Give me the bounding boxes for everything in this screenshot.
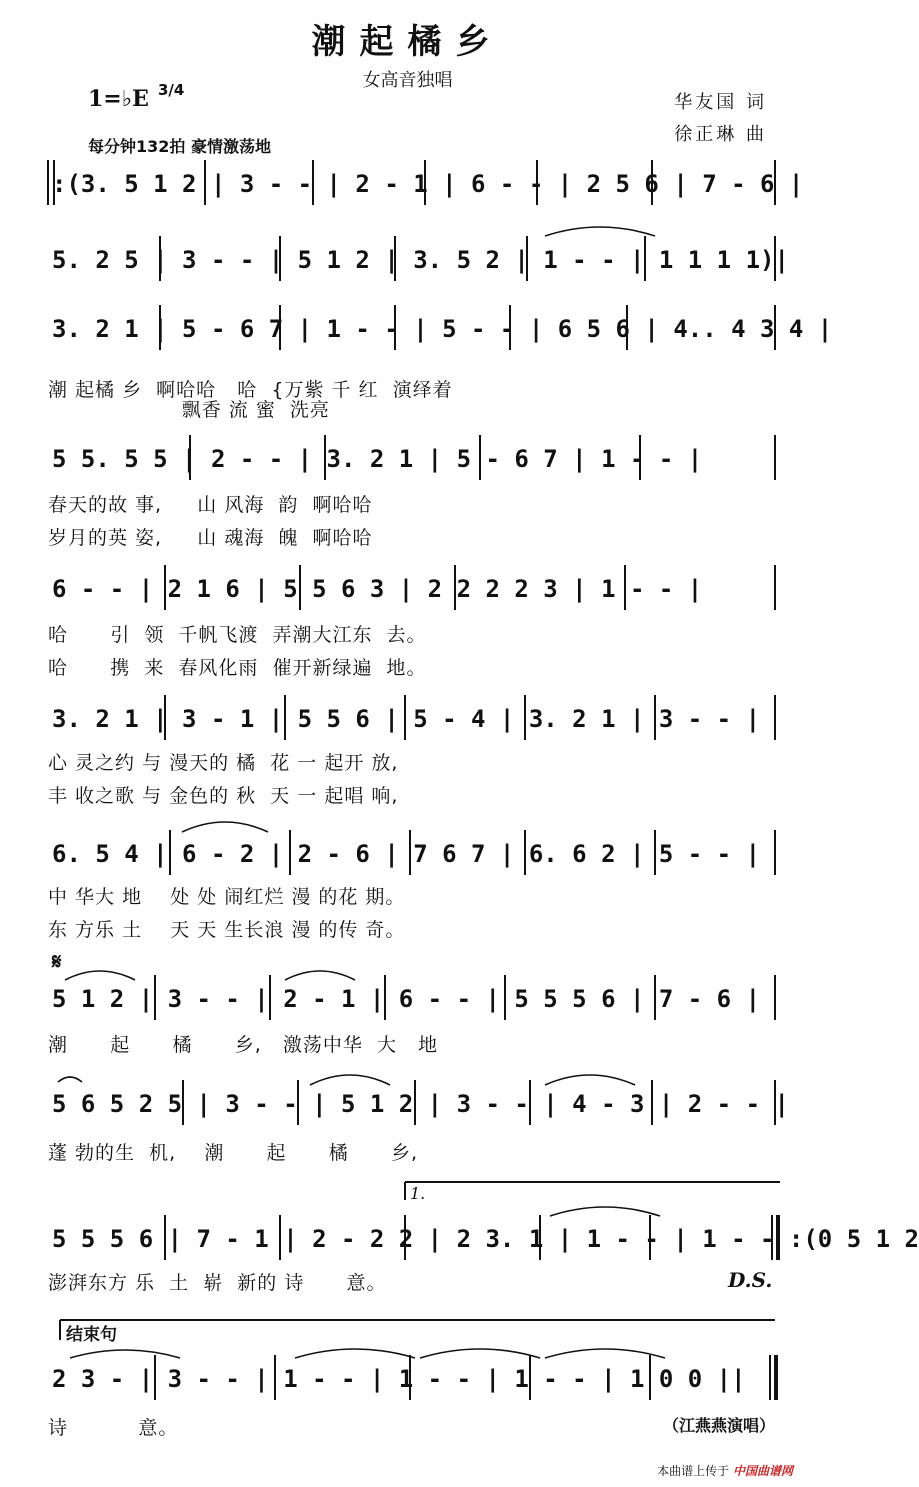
lyric-line-10: 澎湃东方 乐 土 崭 新的 诗 意。: [48, 1272, 387, 1294]
ds-marking: D.S.: [728, 1268, 773, 1292]
ending-label: 结束句: [66, 1325, 117, 1345]
lyric-line-3b: 飘香 流 蜜 洗亮: [48, 399, 330, 421]
volta-label: 1.: [410, 1184, 426, 1203]
notation-line-7: 6. 5 4 | 6 - 2 | 2 - 6 | 7 6 7 | 6. 6 2 | 5 - - |: [52, 840, 761, 868]
notation-line-6: 3. 2 1 | 3 - 1 | 5 5 6 | 5 - 4 | 3. 2 1 | 3 - - |: [52, 705, 761, 733]
site-logo[interactable]: 中国曲谱网: [732, 1464, 793, 1478]
composer-credit: 徐正琳 曲: [674, 124, 767, 145]
key-signature: 1=♭E: [88, 86, 149, 112]
lyric-line-6a: 心 灵之约 与 漫天的 橘 花 一 起开 放,: [48, 752, 399, 774]
time-signature-value: 3/4: [158, 81, 185, 99]
footer-credit: [657, 1462, 793, 1479]
lyric-line-5a: 哈 引 领 千帆飞渡 弄潮大江东 去。: [48, 624, 427, 646]
song-subtitle: 女高音独唱: [362, 70, 453, 91]
notation-line-5: 6 - - | 2 1 6 | 5 5 6 3 | 2 2 2 2 3 | 1 - - |: [52, 575, 703, 603]
lyric-line-4b: 岁月的英 姿, 山 魂海 魄 啊哈哈: [48, 527, 373, 549]
footer-text: 本曲谱上传于: [657, 1464, 730, 1478]
notation-line-11: 2 3 - | 3 - - | 1 - - | 1 - - | 1 - - | 1 0 0 ||: [52, 1365, 746, 1393]
lyric-line-7a: 中 华大 地 处 处 闹红烂 漫 的花 期。: [48, 886, 406, 908]
lyric-line-6b: 丰 收之歌 与 金色的 秋 天 一 起唱 响,: [48, 785, 399, 807]
notation-line-10: 5 5 5 6 | 7 - 1 | 2 - 2 2 | 2 3. 1 | 1 - - | 1 - - :(0 5 1 2: [52, 1225, 919, 1253]
segno-icon: 𝄋: [52, 950, 62, 975]
performer-credit: （江燕燕演唱）: [662, 1416, 775, 1435]
lyricist-credit: 华友国 词: [674, 92, 767, 113]
notation-line-2: 5. 2 5 | 3 - - | 5 1 2 | 3. 5 2 | 1 - - | 1 1 1 1)|: [52, 246, 789, 274]
lyric-line-7b: 东 方乐 土 天 天 生长浪 漫 的传 奇。: [48, 919, 406, 941]
lyric-line-4a: 春天的故 事, 山 风海 韵 啊哈哈: [48, 494, 373, 516]
notation-line-4: 5 5. 5 5 | 2 - - | 3. 2 1 | 5 - 6 7 | 1 - - |: [52, 445, 703, 473]
lyric-line-8: 潮 起 橘 乡, 激荡中华 大 地: [48, 1034, 439, 1056]
notation-line-3: 3. 2 1 | 5 - 6 7 | 1 - - | 5 - - | 6 5 6 | 4.. 4 3 4 |: [52, 315, 833, 343]
song-title: 潮起橘乡: [311, 22, 504, 62]
lyric-line-3a: 潮 起橘 乡 啊哈哈 哈 {万紫 千 红 演绎着: [48, 379, 453, 401]
lyric-line-5b: 哈 携 来 春风化雨 催开新绿遍 地。: [48, 657, 427, 679]
notation-line-9: 5 6 5 2 5 | 3 - - | 5 1 2 | 3 - - | 4 - 3 | 2 - - |: [52, 1090, 789, 1118]
lyric-line-9: 蓬 勃的生 机, 潮 起 橘 乡,: [48, 1142, 419, 1164]
tempo-marking: 每分钟132拍 豪情激荡地: [88, 137, 271, 156]
notation-line-8: 5 1 2 | 3 - - | 2 - 1 | 6 - - | 5 5 5 6 | 7 - 6 |: [52, 985, 761, 1013]
notation-line-1: :(3. 5 1 2 | 3 - - | 2 - 1 | 6 - - | 2 5 6 | 7 - 6 |: [52, 170, 804, 198]
lyric-line-11: 诗 意。: [48, 1417, 179, 1439]
